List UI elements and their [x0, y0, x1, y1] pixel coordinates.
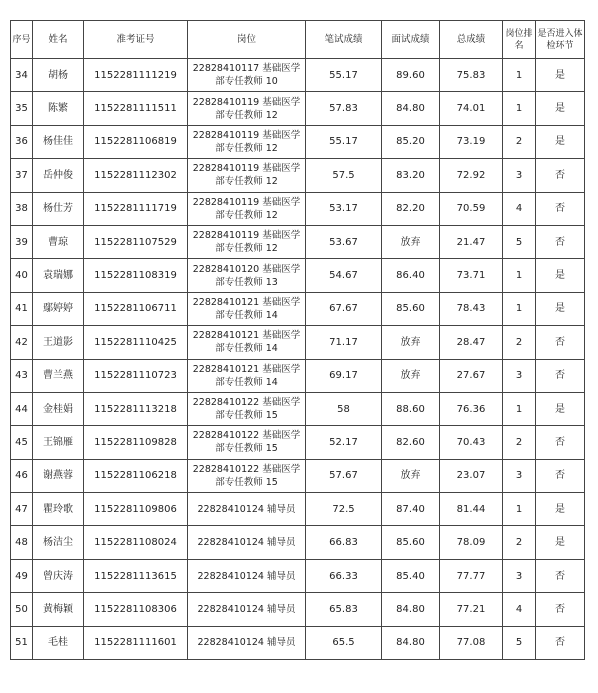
cell-seq: 36 — [11, 125, 33, 158]
cell-seq: 38 — [11, 192, 33, 225]
header-total: 总成绩 — [440, 21, 503, 59]
table-row — [11, 292, 585, 325]
cell-written: 55.17 — [306, 59, 382, 92]
cell-total: 73.19 — [440, 125, 503, 158]
cell-ticket: 1152281106711 — [84, 292, 188, 325]
cell-seq: 42 — [11, 326, 33, 359]
header-name: 姓名 — [33, 21, 84, 59]
cell-rank: 4 — [503, 593, 536, 626]
cell-name: 毛桂 — [33, 626, 84, 659]
cell-name: 杨佳佳 — [33, 125, 84, 158]
cell-interview: 放弃 — [382, 326, 440, 359]
cell-rank: 1 — [503, 259, 536, 292]
cell-interview: 85.60 — [382, 292, 440, 325]
cell-enter: 是 — [536, 125, 585, 158]
cell-seq: 40 — [11, 259, 33, 292]
cell-rank: 5 — [503, 626, 536, 659]
cell-written: 58 — [306, 392, 382, 425]
cell-rank: 5 — [503, 225, 536, 258]
cell-rank: 2 — [503, 125, 536, 158]
cell-written: 54.67 — [306, 259, 382, 292]
cell-total: 77.21 — [440, 593, 503, 626]
cell-enter: 否 — [536, 426, 585, 459]
cell-seq: 47 — [11, 493, 33, 526]
cell-rank: 3 — [503, 459, 536, 492]
cell-seq: 39 — [11, 225, 33, 258]
cell-interview: 放弃 — [382, 359, 440, 392]
table-row — [11, 459, 585, 492]
cell-ticket: 1152281110425 — [84, 326, 188, 359]
cell-rank: 1 — [503, 493, 536, 526]
table-row — [11, 359, 585, 392]
cell-enter: 否 — [536, 359, 585, 392]
cell-total: 74.01 — [440, 92, 503, 125]
cell-seq: 44 — [11, 392, 33, 425]
cell-rank: 3 — [503, 159, 536, 192]
cell-interview: 86.40 — [382, 259, 440, 292]
table-row — [11, 259, 585, 292]
cell-ticket: 1152281109828 — [84, 426, 188, 459]
cell-ticket: 1152281113615 — [84, 559, 188, 592]
cell-interview: 85.40 — [382, 559, 440, 592]
cell-ticket: 1152281106218 — [84, 459, 188, 492]
cell-written: 53.67 — [306, 225, 382, 258]
cell-written: 57.83 — [306, 92, 382, 125]
cell-seq: 43 — [11, 359, 33, 392]
cell-seq: 48 — [11, 526, 33, 559]
cell-ticket: 1152281111511 — [84, 92, 188, 125]
cell-name: 曹兰燕 — [33, 359, 84, 392]
table-row — [11, 526, 585, 559]
cell-position: 22828410119 基础医学部专任教师 12 — [188, 92, 306, 125]
header-seq: 序号 — [11, 21, 33, 59]
cell-seq: 51 — [11, 626, 33, 659]
cell-interview: 82.20 — [382, 192, 440, 225]
cell-ticket: 1152281111601 — [84, 626, 188, 659]
table-row — [11, 559, 585, 592]
cell-seq: 45 — [11, 426, 33, 459]
cell-enter: 是 — [536, 392, 585, 425]
table-row — [11, 493, 585, 526]
cell-seq: 37 — [11, 159, 33, 192]
cell-ticket: 1152281113218 — [84, 392, 188, 425]
cell-enter: 是 — [536, 259, 585, 292]
cell-name: 岳仲俊 — [33, 159, 84, 192]
cell-rank: 2 — [503, 526, 536, 559]
cell-ticket: 1152281108319 — [84, 259, 188, 292]
cell-ticket: 1152281108024 — [84, 526, 188, 559]
cell-position: 22828410124 辅导员 — [188, 593, 306, 626]
cell-rank: 2 — [503, 426, 536, 459]
cell-enter: 否 — [536, 326, 585, 359]
cell-interview: 85.60 — [382, 526, 440, 559]
table-row — [11, 426, 585, 459]
cell-interview: 83.20 — [382, 159, 440, 192]
cell-enter: 是 — [536, 493, 585, 526]
cell-total: 70.43 — [440, 426, 503, 459]
table-row — [11, 225, 585, 258]
cell-enter: 否 — [536, 192, 585, 225]
cell-ticket: 1152281106819 — [84, 125, 188, 158]
header-written: 笔试成绩 — [306, 21, 382, 59]
header-interview: 面试成绩 — [382, 21, 440, 59]
table-row — [11, 326, 585, 359]
cell-position: 22828410122 基础医学部专任教师 15 — [188, 426, 306, 459]
table-row — [11, 593, 585, 626]
cell-ticket: 1152281108306 — [84, 593, 188, 626]
cell-position: 22828410121 基础医学部专任教师 14 — [188, 292, 306, 325]
cell-written: 66.83 — [306, 526, 382, 559]
cell-position: 22828410119 基础医学部专任教师 12 — [188, 159, 306, 192]
cell-position: 22828410119 基础医学部专任教师 12 — [188, 225, 306, 258]
cell-total: 78.43 — [440, 292, 503, 325]
cell-name: 陈繁 — [33, 92, 84, 125]
cell-position: 22828410122 基础医学部专任教师 15 — [188, 459, 306, 492]
table-row — [11, 59, 585, 92]
cell-ticket: 1152281107529 — [84, 225, 188, 258]
table-row — [11, 125, 585, 158]
cell-seq: 41 — [11, 292, 33, 325]
cell-name: 曹琼 — [33, 225, 84, 258]
cell-enter: 是 — [536, 92, 585, 125]
cell-interview: 88.60 — [382, 392, 440, 425]
table-row — [11, 626, 585, 659]
cell-total: 77.77 — [440, 559, 503, 592]
table-row — [11, 92, 585, 125]
cell-enter: 否 — [536, 593, 585, 626]
cell-position: 22828410119 基础医学部专任教师 12 — [188, 125, 306, 158]
cell-total: 75.83 — [440, 59, 503, 92]
cell-position: 22828410120 基础医学部专任教师 13 — [188, 259, 306, 292]
cell-total: 72.92 — [440, 159, 503, 192]
cell-interview: 84.80 — [382, 92, 440, 125]
cell-ticket: 1152281112302 — [84, 159, 188, 192]
cell-total: 81.44 — [440, 493, 503, 526]
cell-rank: 1 — [503, 392, 536, 425]
header-rank: 岗位排名 — [503, 21, 536, 59]
cell-enter: 否 — [536, 225, 585, 258]
cell-rank: 2 — [503, 326, 536, 359]
cell-rank: 3 — [503, 359, 536, 392]
cell-name: 金桂娟 — [33, 392, 84, 425]
cell-name: 王道影 — [33, 326, 84, 359]
cell-ticket: 1152281110723 — [84, 359, 188, 392]
cell-enter: 否 — [536, 159, 585, 192]
cell-written: 67.67 — [306, 292, 382, 325]
cell-enter: 否 — [536, 459, 585, 492]
cell-total: 76.36 — [440, 392, 503, 425]
cell-position: 22828410124 辅导员 — [188, 493, 306, 526]
cell-seq: 35 — [11, 92, 33, 125]
cell-name: 杨仕芳 — [33, 192, 84, 225]
cell-position: 22828410121 基础医学部专任教师 14 — [188, 326, 306, 359]
cell-name: 袁瑞娜 — [33, 259, 84, 292]
cell-rank: 1 — [503, 292, 536, 325]
cell-name: 王锦雁 — [33, 426, 84, 459]
cell-position: 22828410119 基础医学部专任教师 12 — [188, 192, 306, 225]
cell-name: 鄢婷婷 — [33, 292, 84, 325]
cell-position: 22828410124 辅导员 — [188, 526, 306, 559]
cell-enter: 否 — [536, 626, 585, 659]
cell-written: 69.17 — [306, 359, 382, 392]
cell-interview: 85.20 — [382, 125, 440, 158]
cell-written: 57.67 — [306, 459, 382, 492]
cell-name: 杨洁尘 — [33, 526, 84, 559]
cell-total: 21.47 — [440, 225, 503, 258]
cell-rank: 3 — [503, 559, 536, 592]
table-row — [11, 392, 585, 425]
cell-written: 65.83 — [306, 593, 382, 626]
cell-ticket: 1152281111719 — [84, 192, 188, 225]
header-row — [11, 21, 585, 59]
cell-interview: 89.60 — [382, 59, 440, 92]
cell-total: 73.71 — [440, 259, 503, 292]
cell-position: 22828410124 辅导员 — [188, 559, 306, 592]
cell-total: 77.08 — [440, 626, 503, 659]
cell-name: 黄梅颖 — [33, 593, 84, 626]
header-ticket: 准考证号 — [84, 21, 188, 59]
cell-total: 70.59 — [440, 192, 503, 225]
cell-position: 22828410122 基础医学部专任教师 15 — [188, 392, 306, 425]
cell-written: 65.5 — [306, 626, 382, 659]
results-table — [10, 20, 585, 660]
cell-interview: 放弃 — [382, 459, 440, 492]
cell-name: 谢燕蓉 — [33, 459, 84, 492]
cell-rank: 1 — [503, 92, 536, 125]
cell-rank: 4 — [503, 192, 536, 225]
cell-ticket: 1152281111219 — [84, 59, 188, 92]
table-row — [11, 159, 585, 192]
table-body — [11, 59, 585, 660]
cell-position: 22828410117 基础医学部专任教师 10 — [188, 59, 306, 92]
cell-total: 23.07 — [440, 459, 503, 492]
cell-seq: 46 — [11, 459, 33, 492]
cell-interview: 82.60 — [382, 426, 440, 459]
cell-rank: 1 — [503, 59, 536, 92]
cell-written: 66.33 — [306, 559, 382, 592]
cell-position: 22828410124 辅导员 — [188, 626, 306, 659]
cell-written: 53.17 — [306, 192, 382, 225]
cell-ticket: 1152281109806 — [84, 493, 188, 526]
cell-interview: 放弃 — [382, 225, 440, 258]
cell-enter: 是 — [536, 59, 585, 92]
cell-interview: 87.40 — [382, 493, 440, 526]
cell-name: 胡杨 — [33, 59, 84, 92]
cell-interview: 84.80 — [382, 626, 440, 659]
cell-written: 52.17 — [306, 426, 382, 459]
header-position: 岗位 — [188, 21, 306, 59]
cell-interview: 84.80 — [382, 593, 440, 626]
cell-position: 22828410121 基础医学部专任教师 14 — [188, 359, 306, 392]
cell-written: 57.5 — [306, 159, 382, 192]
cell-name: 曾庆涛 — [33, 559, 84, 592]
cell-seq: 34 — [11, 59, 33, 92]
cell-enter: 否 — [536, 559, 585, 592]
cell-enter: 是 — [536, 526, 585, 559]
header-enter: 是否进入体检环节 — [536, 21, 585, 59]
cell-written: 72.5 — [306, 493, 382, 526]
cell-written: 55.17 — [306, 125, 382, 158]
cell-enter: 是 — [536, 292, 585, 325]
cell-seq: 49 — [11, 559, 33, 592]
cell-name: 瞿玲歌 — [33, 493, 84, 526]
cell-written: 71.17 — [306, 326, 382, 359]
cell-total: 78.09 — [440, 526, 503, 559]
cell-seq: 50 — [11, 593, 33, 626]
cell-total: 27.67 — [440, 359, 503, 392]
cell-total: 28.47 — [440, 326, 503, 359]
table-row — [11, 192, 585, 225]
